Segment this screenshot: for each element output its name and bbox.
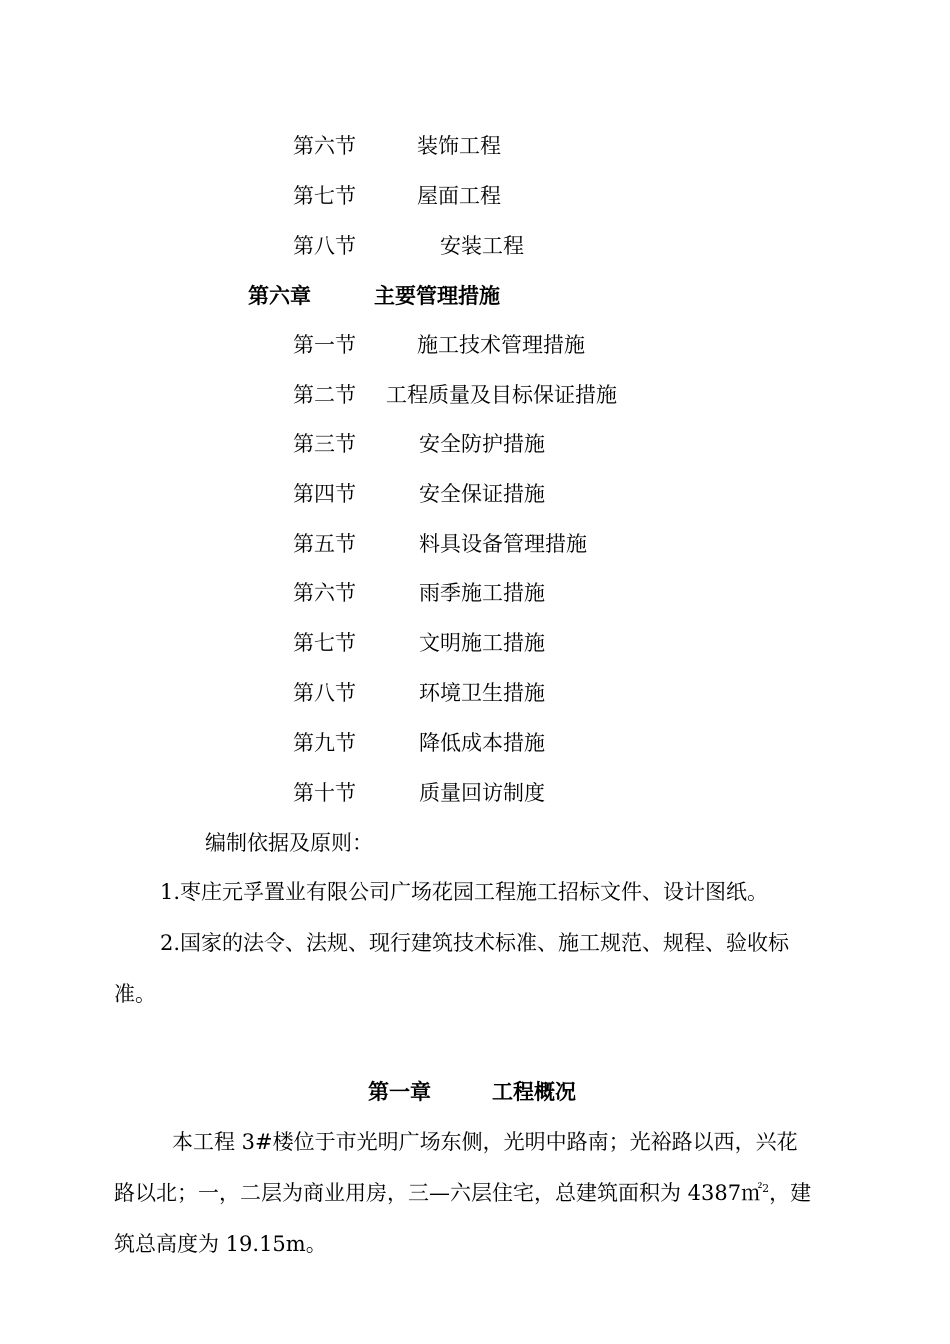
toc-section-number: 第八节 [293, 234, 356, 258]
toc-section-number: 第六节 [293, 134, 356, 158]
basis-item-2-line-1: 2.国家的法令、法规、现行建筑技术标准、施工规范、规程、验收标 [160, 931, 790, 955]
toc-section-number: 第七节 [293, 184, 356, 208]
toc-chapter-number: 第六章 [248, 284, 311, 308]
toc-section-number: 第二节 [293, 383, 356, 407]
toc-section-number: 第八节 [293, 681, 356, 705]
toc-section-title: 施工技术管理措施 [417, 333, 585, 357]
basis-item-2-line-2: 准。 [114, 982, 156, 1006]
toc-section-title: 料具设备管理措施 [419, 532, 587, 556]
toc-section-title: 装饰工程 [417, 134, 501, 158]
toc-section-title: 工程质量及目标保证措施 [386, 383, 617, 407]
toc-section-number: 第七节 [293, 631, 356, 655]
toc-section-title: 安全防护措施 [419, 432, 545, 456]
toc-section-title: 文明施工措施 [419, 631, 545, 655]
toc-section-number: 第九节 [293, 731, 356, 755]
basis-heading: 编制依据及原则： [205, 831, 373, 855]
toc-section-number: 第三节 [293, 432, 356, 456]
toc-section-number: 第六节 [293, 581, 356, 605]
chapter-title: 工程概况 [492, 1080, 576, 1104]
overview-paragraph-line-2 [114, 1178, 811, 1208]
chapter-number: 第一章 [368, 1080, 431, 1104]
area-unit-superscript: 2 [762, 1182, 770, 1195]
toc-section-title: 质量回访制度 [419, 781, 545, 805]
toc-section-title: 屋面工程 [417, 184, 501, 208]
overview-line-2-tail: ，建 [769, 1181, 812, 1205]
toc-section-title: 雨季施工措施 [419, 581, 545, 605]
toc-section-title: 安装工程 [440, 234, 524, 258]
basis-item-1: 1.枣庄元孚置业有限公司广场花园工程施工招标文件、设计图纸。 [160, 880, 769, 904]
toc-section-number: 第四节 [293, 482, 356, 506]
toc-section-number: 第五节 [293, 532, 356, 556]
overview-line-2-text: 路以北；一，二层为商业用房，三—六层住宅，总建筑面积为 4387㎡ [114, 1181, 763, 1205]
overview-paragraph-line-1: 本工程 3#楼位于市光明广场东侧，光明中路南；光裕路以西，兴花 [172, 1130, 798, 1154]
toc-section-title: 环境卫生措施 [419, 681, 545, 705]
toc-section-title: 安全保证措施 [419, 482, 545, 506]
toc-section-number: 第一节 [293, 333, 356, 357]
toc-section-number: 第十节 [293, 781, 356, 805]
overview-paragraph-line-3: 筑总高度为 19.15m。 [114, 1232, 327, 1256]
toc-chapter-title: 主要管理措施 [374, 284, 500, 308]
toc-section-title: 降低成本措施 [419, 731, 545, 755]
